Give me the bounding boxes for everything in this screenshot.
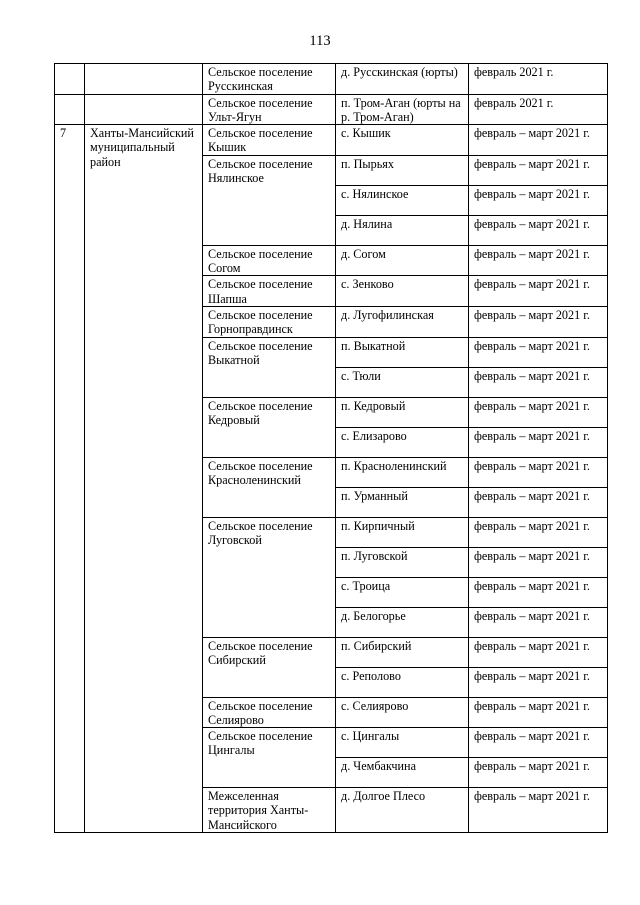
settlement-cell: Сельское поселение Селиярово bbox=[203, 697, 336, 728]
schedule-table bbox=[54, 63, 608, 833]
period-cell: февраль – март 2021 г. bbox=[469, 185, 608, 215]
period-cell: февраль – март 2021 г. bbox=[469, 728, 608, 758]
locality-cell: п. Тром-Аган (юрты на р. Тром-Аган) bbox=[336, 94, 469, 125]
locality-cell: с. Реполово bbox=[336, 667, 469, 697]
locality-cell: д. Нялина bbox=[336, 215, 469, 245]
settlement-cell: Сельское поселение Луговской bbox=[203, 517, 336, 637]
locality-cell: п. Луговской bbox=[336, 547, 469, 577]
district-cell: Ханты-Мансийский муниципальный район bbox=[85, 125, 203, 833]
row-number-cell bbox=[55, 64, 85, 95]
table-row bbox=[55, 64, 608, 95]
locality-cell: п. Сибирский bbox=[336, 637, 469, 667]
period-cell: февраль – март 2021 г. bbox=[469, 245, 608, 276]
settlement-cell: Сельское поселение Ульт-Ягун bbox=[203, 94, 336, 125]
row-number-cell bbox=[55, 94, 85, 125]
period-cell: февраль – март 2021 г. bbox=[469, 697, 608, 728]
locality-cell: п. Кирпичный bbox=[336, 517, 469, 547]
locality-cell: д. Согом bbox=[336, 245, 469, 276]
settlement-cell: Сельское поселение Согом bbox=[203, 245, 336, 276]
settlement-cell: Сельское поселение Цингалы bbox=[203, 728, 336, 788]
district-cell bbox=[85, 64, 203, 95]
settlement-cell: Сельское поселение Русскинская bbox=[203, 64, 336, 95]
locality-cell: с. Кышик bbox=[336, 125, 469, 156]
period-cell: февраль – март 2021 г. bbox=[469, 276, 608, 307]
period-cell: февраль – март 2021 г. bbox=[469, 487, 608, 517]
locality-cell: с. Тюли bbox=[336, 367, 469, 397]
period-cell: февраль – март 2021 г. bbox=[469, 397, 608, 427]
locality-cell: с. Селиярово bbox=[336, 697, 469, 728]
period-cell: февраль 2021 г. bbox=[469, 94, 608, 125]
period-cell: февраль – март 2021 г. bbox=[469, 637, 608, 667]
table-row bbox=[55, 94, 608, 125]
period-cell: февраль – март 2021 г. bbox=[469, 215, 608, 245]
settlement-cell: Сельское поселение Выкатной bbox=[203, 337, 336, 397]
period-cell: февраль – март 2021 г. bbox=[469, 155, 608, 185]
locality-cell: д. Лугофилинская bbox=[336, 306, 469, 337]
locality-cell: с. Троица bbox=[336, 577, 469, 607]
settlement-cell: Сельское поселение Кышик bbox=[203, 125, 336, 156]
period-cell: февраль – март 2021 г. bbox=[469, 457, 608, 487]
period-cell: февраль – март 2021 г. bbox=[469, 337, 608, 367]
settlement-cell: Сельское поселение Нялинское bbox=[203, 155, 336, 245]
locality-cell: с. Нялинское bbox=[336, 185, 469, 215]
settlement-cell: Сельское поселение Кедровый bbox=[203, 397, 336, 457]
period-cell: февраль – март 2021 г. bbox=[469, 517, 608, 547]
locality-cell: с. Цингалы bbox=[336, 728, 469, 758]
table-row bbox=[55, 125, 608, 156]
settlement-cell: Сельское поселение Горноправдинск bbox=[203, 306, 336, 337]
page-number: 113 bbox=[309, 33, 331, 49]
locality-cell: п. Красноленинский bbox=[336, 457, 469, 487]
row-number-cell: 7 bbox=[55, 125, 85, 833]
locality-cell: с. Зенково bbox=[336, 276, 469, 307]
period-cell: февраль – март 2021 г. bbox=[469, 577, 608, 607]
locality-cell: д. Чембакчина bbox=[336, 758, 469, 788]
period-cell: февраль – март 2021 г. bbox=[469, 788, 608, 833]
locality-cell: д. Русскинская (юрты) bbox=[336, 64, 469, 95]
locality-cell: п. Кедровый bbox=[336, 397, 469, 427]
period-cell: февраль – март 2021 г. bbox=[469, 125, 608, 156]
locality-cell: п. Выкатной bbox=[336, 337, 469, 367]
settlement-cell: Сельское поселение Шапша bbox=[203, 276, 336, 307]
settlement-cell: Сельское поселение Красноленинский bbox=[203, 457, 336, 517]
locality-cell: п. Пырьях bbox=[336, 155, 469, 185]
period-cell: февраль – март 2021 г. bbox=[469, 367, 608, 397]
period-cell: февраль 2021 г. bbox=[469, 64, 608, 95]
period-cell: февраль – март 2021 г. bbox=[469, 306, 608, 337]
locality-cell: д. Белогорье bbox=[336, 607, 469, 637]
district-cell bbox=[85, 94, 203, 125]
locality-cell: п. Урманный bbox=[336, 487, 469, 517]
period-cell: февраль – март 2021 г. bbox=[469, 667, 608, 697]
locality-cell: д. Долгое Плесо bbox=[336, 788, 469, 833]
period-cell: февраль – март 2021 г. bbox=[469, 547, 608, 577]
period-cell: февраль – март 2021 г. bbox=[469, 758, 608, 788]
settlement-cell: Межселенная территория Ханты-Мансийского bbox=[203, 788, 336, 833]
settlement-cell: Сельское поселение Сибирский bbox=[203, 637, 336, 697]
period-cell: февраль – март 2021 г. bbox=[469, 427, 608, 457]
period-cell: февраль – март 2021 г. bbox=[469, 607, 608, 637]
locality-cell: с. Елизарово bbox=[336, 427, 469, 457]
